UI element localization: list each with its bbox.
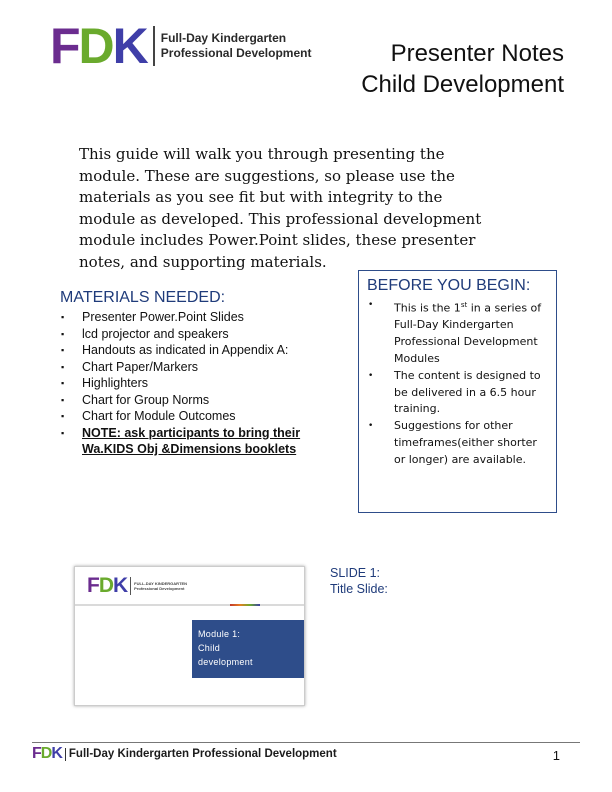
bullet-icon: ▪ <box>61 378 65 388</box>
slide-rule <box>75 604 305 606</box>
footer-logo-letters: FDK <box>32 745 62 762</box>
list-item: ▪ Presenter Power.Point Slides <box>61 310 244 324</box>
footer-logo-divider <box>65 748 66 761</box>
bullet-icon: • <box>368 421 374 432</box>
title-line-1: Presenter Notes <box>390 40 564 67</box>
bullet-icon: ▪ <box>61 411 65 421</box>
footer-text: Full-Day Kindergarten Professional Development <box>68 748 337 760</box>
bullet-icon: • <box>368 300 374 310</box>
page-number: 1 <box>552 748 560 763</box>
slide-logo-divider <box>130 577 131 595</box>
fdk-logo <box>50 18 312 74</box>
bullet-icon: ▪ <box>61 345 65 355</box>
title-line-2: Child Development <box>361 71 564 98</box>
bullet-icon: ▪ <box>61 427 65 438</box>
list-item: ▪ lcd projector and speakers <box>61 326 229 341</box>
logo-letters: FDK <box>50 18 147 74</box>
slide-logo-text: FULL-DAY KINDERGARTEN Professional Development <box>134 581 188 591</box>
list-item: • This is the 1st in a series of Full-Day Kindergarten Professional Development Modules <box>365 297 551 368</box>
page-title <box>361 38 564 100</box>
footer-logo <box>32 745 337 763</box>
bullet-icon: • <box>368 370 374 381</box>
slide-logo-letters: FDK <box>87 574 128 597</box>
bullet-icon: ▪ <box>61 361 65 372</box>
bullet-icon: ▪ <box>61 328 65 339</box>
intro-paragraph: This guide will walk you through presenting the module. These are suggestions, so please use the materials as you see fit but with integrity to the module as developed. This professional development module includes Power.Point slides, these presenter notes, and supporting materials. <box>79 145 482 271</box>
list-item: ▪ Chart Paper/Markers <box>61 359 199 374</box>
logo-divider <box>153 26 155 66</box>
materials-list <box>60 309 350 458</box>
slide-caption: SLIDE 1: Title Slide: <box>330 566 388 596</box>
materials-heading: MATERIALS NEEDED: <box>60 289 226 306</box>
bullet-icon: ▪ <box>61 394 65 405</box>
before-you-begin-heading: BEFORE YOU BEGIN: <box>367 277 531 294</box>
slide-module-panel: Module 1: Child development <box>192 620 305 678</box>
logo-text: Full-Day Kindergarten Professional Development <box>160 31 312 60</box>
list-item: ▪ Chart for Module Outcomes <box>61 409 236 423</box>
list-item: • Suggestions for other timeframes(either shorter or longer) are available. <box>368 419 537 466</box>
before-you-begin-box <box>358 270 557 513</box>
slide-color-stripe <box>230 604 260 606</box>
slide-logo <box>87 575 187 597</box>
list-item: • The content is designed to be delivered in a 6.5 hour training. <box>368 368 541 416</box>
list-item: ▪ Handouts as indicated in Appendix A: <box>61 343 289 357</box>
list-item: ▪ Chart for Group Norms <box>61 392 210 407</box>
slide-thumbnail <box>74 566 305 706</box>
list-item-note: ▪ NOTE: ask participants to bring their Wa.KIDS Obj &Dimensions booklets <box>61 425 301 456</box>
bullet-icon: ▪ <box>61 312 65 322</box>
before-you-begin-list <box>365 297 551 469</box>
list-item: ▪ Highlighters <box>61 376 149 390</box>
footer-rule <box>32 742 580 743</box>
